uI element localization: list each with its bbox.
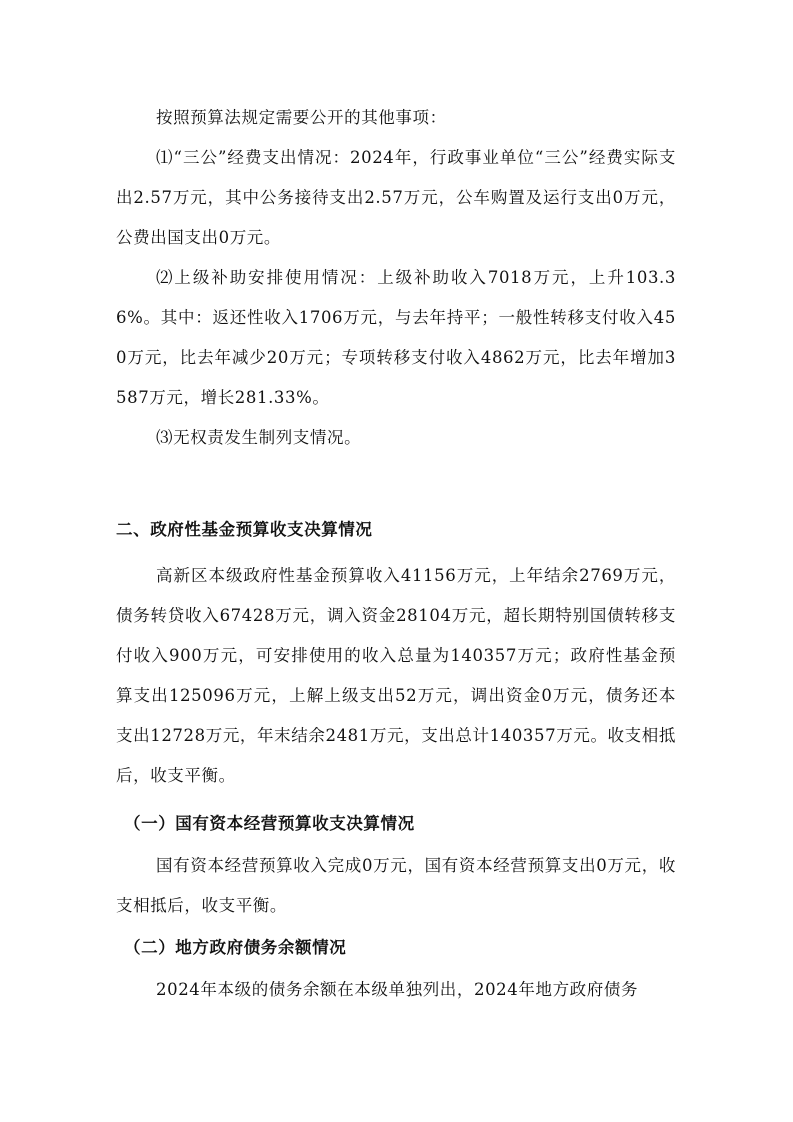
accrual-basis-paragraph: ⑶无权责发生制列支情况。 <box>156 428 362 447</box>
state-capital-paragraph: 国有资本经营预算收入完成0万元，国有资本经营预算支出0万元，收支相抵后，收支平衡。 <box>116 856 676 915</box>
government-funds-paragraph: 高新区本级政府性基金预算收入41156万元，上年结余2769万元，债务转贷收入67428万元，调入资金28104万元，超长期特别国债转移支付收入900万元，可安排使用的收入总量为140357万元；政府性基金预算支出125096万元，上解上级支出52万元，调出资金0万元，债务还本支出12728万元，年末结余2481万元，支出总计140357万元。收支相抵后，收支平衡。 <box>116 566 676 785</box>
section-heading-government-funds: 二、政府性基金预算收支决算情况 <box>116 520 373 539</box>
subsection-heading-state-capital: （一）国有资本经营预算收支决算情况 <box>124 814 415 833</box>
superior-subsidy-paragraph: ⑵上级补助安排使用情况：上级补助收入7018万元，上升103.36%。其中：返还性收入1706万元，与去年持平；一般性转移支付收入450万元，比去年减少20万元；专项转移支付收入4862万元，比去年增加3587万元，增长281.33%。 <box>116 268 676 407</box>
local-debt-paragraph: 2024年本级的债务余额在本级单独列出，2024年地方政府债务 <box>156 980 639 999</box>
three-public-expenses-paragraph: ⑴“三公”经费支出情况：2024年，行政事业单位“三公”经费实际支出2.57万元，其中公务接待支出2.57万元，公车购置及运行支出0万元，公费出国支出0万元。 <box>116 148 676 247</box>
subsection-heading-local-debt: （二）地方政府债务余额情况 <box>124 938 347 957</box>
intro-paragraph: 按照预算法规定需要公开的其他事项： <box>156 108 447 127</box>
